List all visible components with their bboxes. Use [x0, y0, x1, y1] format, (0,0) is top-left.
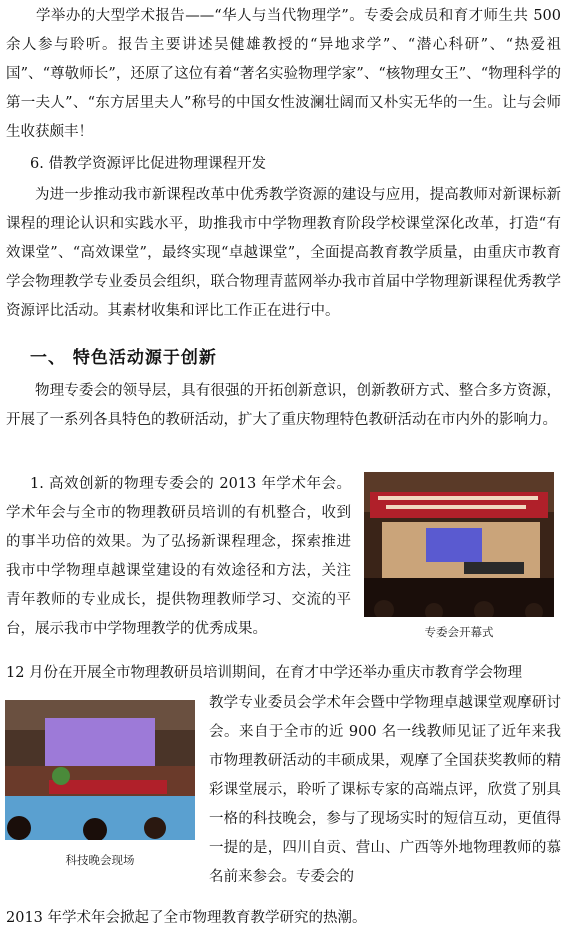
- section-heading: 一、 特色活动源于创新: [30, 348, 217, 368]
- photo1-caption: 专委会开幕式: [424, 625, 494, 639]
- photo2-caption: 科技晚会现场: [65, 853, 135, 867]
- item1-text: 1. 高效创新的物理专委会的 2013 年学术年会。学术年会与全市的物理教研员培训的有机整合，收到的事半功倍的效果。为了弘扬新课程理念，探索推进我市中学物理卓越课堂建设的有效途径和方法，关注青年教师的专业成长，提供物理教师学习、交流的平台，展示我市中学物理教学的优秀成果。: [6, 476, 351, 637]
- science-evening-photo: [5, 700, 195, 840]
- section6-text: 为进一步推动我市新课程改革中优秀教学资源的建设与应用，提高教师对新课标新课程的理论认识和实践水平，助推我市中学物理教育阶段学校课堂深化改革，打造“有效课堂”、“高效课堂”，最终实现“卓越课堂”，全面提高教育教学质量，由重庆市教育学会物理教学专业委员会组织，联合物理青蓝网举办我市首届中学物理新课程优秀教学资源评比活动。其素材收集和评比工作正在进行中。: [6, 187, 561, 319]
- heading-text: 物理专委会的领导层，具有很强的开拓创新意识，创新教研方式、整合多方资源，开展了一系列各具特色的教研活动，扩大了重庆物理特色教研活动在市内外的影响力。: [6, 383, 561, 428]
- intro-paragraph: 学举办的大型学术报告——“华人与当代物理学”。专委会成员和育才师生共 500 余人参与聆听。报告主要讲述吴健雄教授的“异地求学”、“潜心科研”、“热爱祖国”、“尊敬师长”，还原了这位有着“著名实验物理学家”、“核物理女王”、“物理科学的第一夫人”、“东方居里夫人”称号的中国女性波澜壮阔而又朴实无华的一生。让与会师生收获颇丰！: [6, 8, 561, 140]
- last-line: 2013 年学术年会掀起了全市物理教育教学研究的热潮。: [6, 910, 367, 926]
- item1-continuation: 12 月份在开展全市物理教研员培训期间，在育才中学还举办重庆市教育学会物理: [6, 665, 523, 681]
- wrap-text: 教学专业委员会学术年会暨中学物理卓越课堂观摩研讨会。来自于全市的近 900 名一线教师见证了近年来我市物理教研活动的丰硕成果，观摩了全国获奖教师的精彩课堂展示，聆听了课标专家的高端点评，欣赏了别具一格的科技晚会，参与了现场实时的短信互动，更值得一提的是，四川自贡、营山、广西等外地物理教师的慕名前来参会。专委会的: [209, 695, 561, 885]
- opening-ceremony-photo: [364, 472, 554, 617]
- section6-title: 6. 借教学资源评比促进物理课程开发: [30, 156, 266, 172]
